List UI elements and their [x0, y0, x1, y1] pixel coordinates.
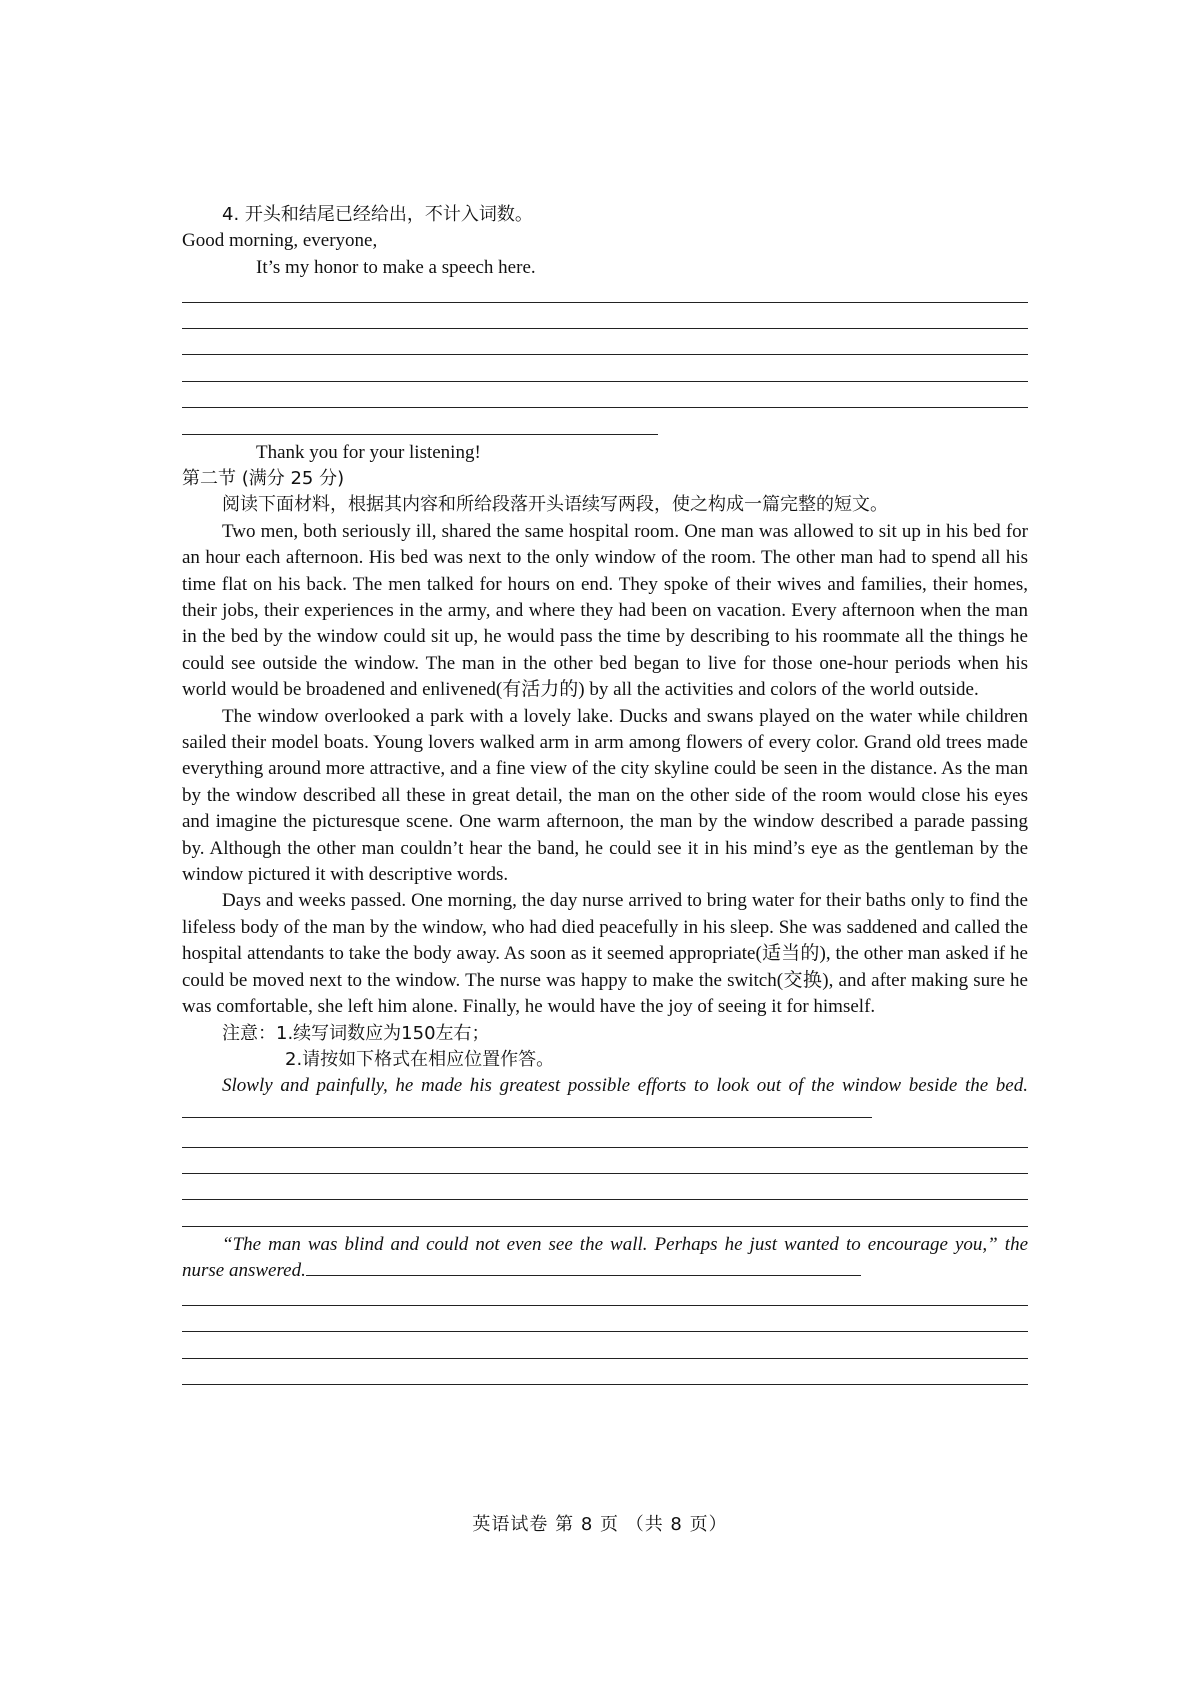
- speech-greeting: Good morning, everyone,: [182, 230, 378, 252]
- answer-line[interactable]: [182, 1337, 1028, 1363]
- answer-line[interactable]: [182, 1285, 1028, 1311]
- answer-line[interactable]: [182, 308, 1028, 334]
- answer-line[interactable]: [182, 1126, 1028, 1152]
- speech-opening: It’s my honor to make a speech here.: [256, 256, 536, 278]
- answer-blank[interactable]: [306, 1274, 861, 1276]
- section-heading: 第二节 (满分 25 分): [182, 467, 345, 489]
- answer-line[interactable]: [182, 1179, 1028, 1205]
- answer-line[interactable]: [182, 360, 1028, 386]
- story-paragraph-1: Two men, both seriously ill, shared the same hospital room. One man was allowed to sit up in his bed for an hour each afternoon. His bed was next to the only window of the room. The other man had to spend all his time flat on his back. The men talked for hours on end. They spoke of their wives and families, their homes, their jobs, their experiences in the army, and where they had been on vacation. Every afternoon when the man in the bed by the window could sit up, he would pass the time by describing to his roommate all the things he could see outside the window. The man in the other bed began to live for those one-hour periods when his world would be broadened and enlivened(有活力的) by all the activities and colors of the world outside.: [182, 520, 1028, 701]
- answer-line[interactable]: [182, 1311, 1028, 1337]
- answer-line[interactable]: [182, 413, 1028, 439]
- answer-line[interactable]: [182, 387, 1028, 413]
- prompt-2-text: “The man was blind and could not even see the wall. Perhaps he just wanted to encourage you,” the nurse answered.: [182, 1233, 1028, 1282]
- prompt-1-text: Slowly and painfully, he made his greatest possible efforts to look out of the window beside the bed.: [222, 1075, 1028, 1097]
- exam-page: [182, 202, 1028, 1390]
- answer-line[interactable]: [182, 1153, 1028, 1179]
- note-2: 2.请按如下格式在相应位置作答。: [285, 1048, 555, 1070]
- page-footer: 英语试卷 第 8 页 （共 8 页）: [472, 1514, 728, 1535]
- continuation-prompt-1: [182, 1073, 1028, 1126]
- story-paragraph-2: The window overlooked a park with a lovely lake. Ducks and swans played on the water while children sailed their model boats. Young lovers walked arm in arm among flowers of every color. Grand old trees made everything around more attractive, and a fine view of the city skyline could be seen in the distance. As the man by the window described all these in great detail, the man on the other side of the room would close his eyes and imagine the picturesque scene. One warm afternoon, the man by the window described a parade passing by. Although the other man couldn’t hear the band, he could see it in his mind’s eye as the gentleman by the window pictured it with descriptive words.: [182, 705, 1028, 886]
- speech-closing: Thank you for your listening!: [256, 441, 481, 463]
- answer-line[interactable]: [182, 334, 1028, 360]
- answer-line[interactable]: [182, 1205, 1028, 1231]
- answer-line[interactable]: [182, 1364, 1028, 1390]
- story-paragraph-3: Days and weeks passed. One morning, the day nurse arrived to bring water for their baths only to find the lifeless body of the man by the window, who had died peacefully in his sleep. She was saddened and called the hospital attendants to take the body away. As soon as it seemed appropriate(适当的), the other man asked if he could be moved next to the window. The nurse was happy to make the switch(交换), and after making sure he was comfortable, she left him alone. Finally, he would have the joy of seeing it for himself.: [182, 890, 1028, 1018]
- continuation-prompt-2: [182, 1232, 1028, 1285]
- note-1: 注意：1.续写词数应为150左右；: [222, 1022, 490, 1044]
- writing-note-4: 4. 开头和结尾已经给出，不计入词数。: [222, 204, 533, 225]
- answer-line[interactable]: [182, 281, 1028, 307]
- section-instruction: 阅读下面材料，根据其内容和所给段落开头语续写两段，使之构成一篇完整的短文。: [222, 494, 888, 516]
- answer-blank[interactable]: [182, 1116, 872, 1118]
